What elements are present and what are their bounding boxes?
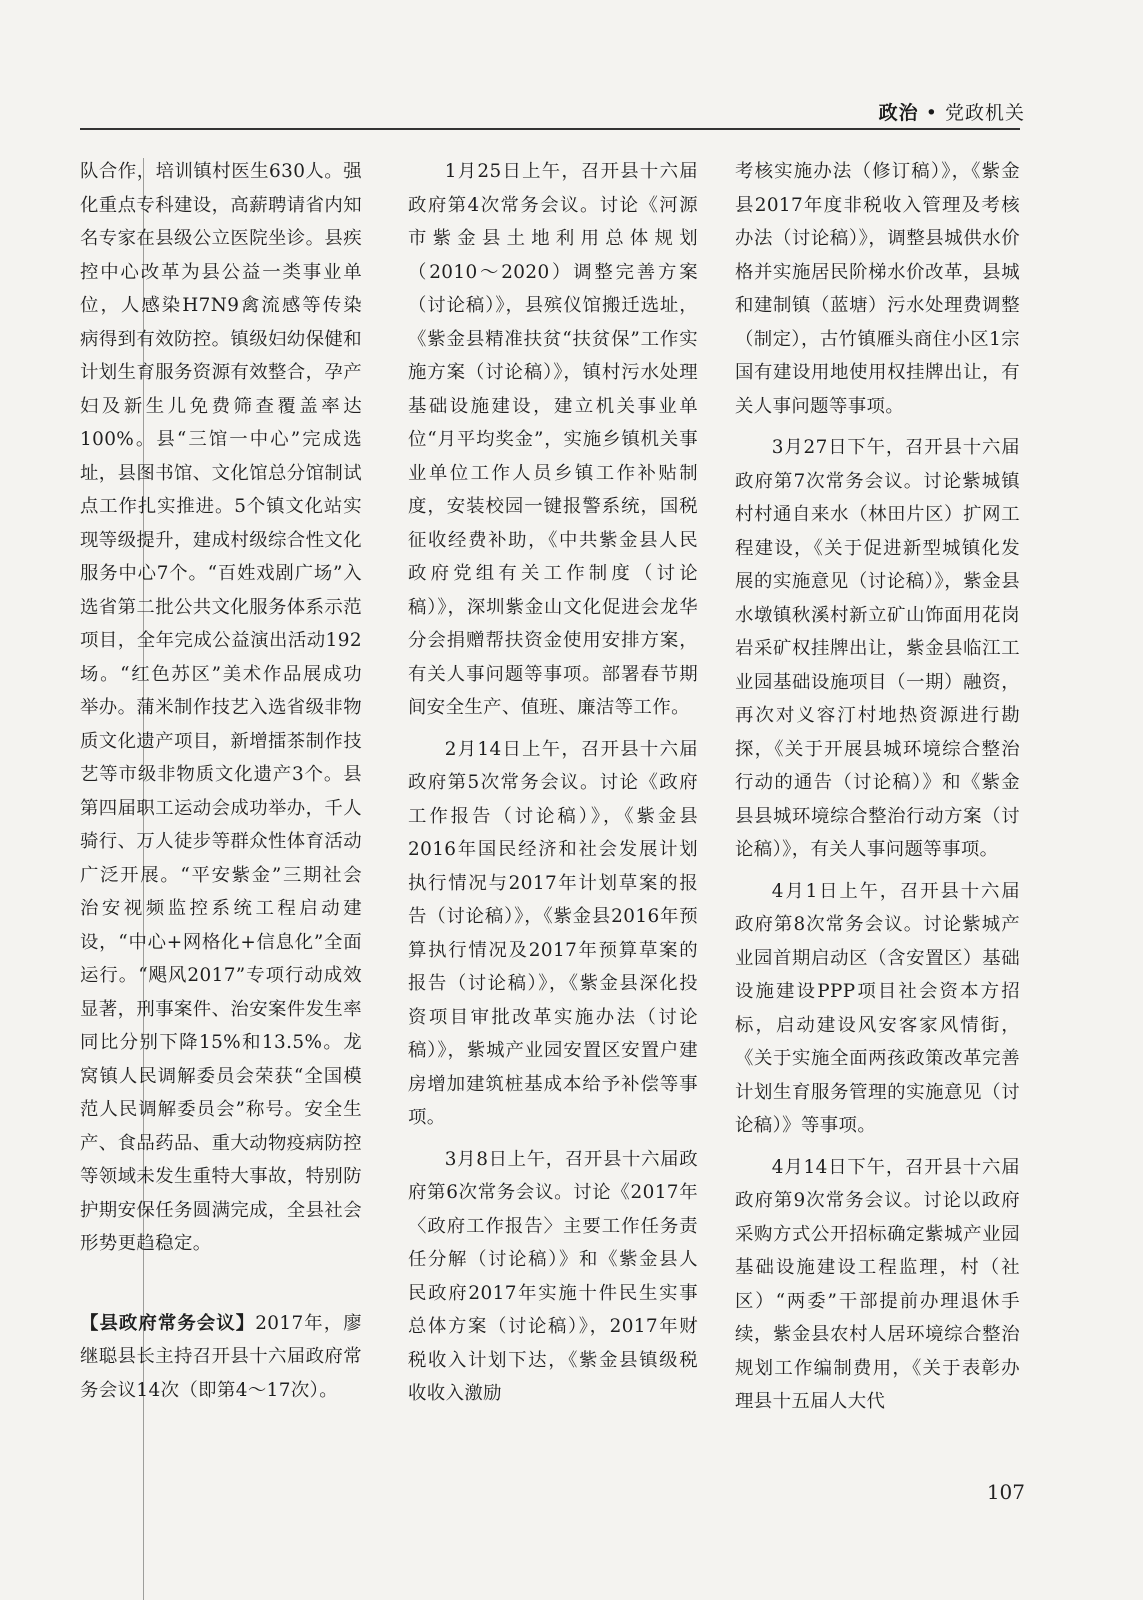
header-rule [80, 128, 1020, 130]
col3-paragraph-4: 4月14日下午，召开县十六届政府第9次常务会议。讨论以政府采购方式公开招标确定紫城产业园基础设施建设工程监理，村（社区）“两委”干部提前办理退休手续，紫金县农村人居环境综合整治规划工作编制费用，《关于表彰办理县十五届人大代 [735, 1156, 1020, 1412]
header-subsection: 党政机关 [944, 102, 1025, 124]
section-body: 2017年，廖继聪县长主持召开县十六届政府常务会议14次（即第4～17次）。 [80, 1312, 362, 1401]
page-number: 107 [986, 1480, 1025, 1504]
col2-paragraph-1: 1月25日上午，召开县十六届政府第4次常务会议。讨论《河源市紫金县土地利用总体规划（2010～2020）调整完善方案（讨论稿）》，县殡仪馆搬迁选址，《紫金县精准扶贫“扶贫保”工作实施方案（讨论稿）》，镇村污水处理基础设施建设，建立机关事业单位“月平均奖金”，实施乡镇机关事业单位工作人员乡镇工作补贴制度，安装校园一键报警系统，国税征收经费补助，《中共紫金县人民政府党组有关工作制度（讨论稿）》，深圳紫金山文化促进会龙华分会捐赠帮扶资金使用安排方案，有关人事问题等事项。部署春节期间安全生产、值班、廉洁等工作。 [408, 161, 698, 718]
col2-paragraph-3: 3月8日上午，召开县十六届政府第6次常务会议。讨论《2017年〈政府工作报告〉主要工作任务责任分解（讨论稿）》和《紫金县人民政府2017年实施十件民生实事总体方案（讨论稿）》，2017年财税收入计划下达，《紫金县镇级税收收入激励 [408, 1148, 698, 1404]
col1-paragraph-1: 队合作，培训镇村医生630人。强化重点专科建设，高薪聘请省内知名专家在县级公立医院坐诊。县疾控中心改革为县公益一类事业单位，人感染H7N9禽流感等传染病得到有效防控。镇级妇幼保健和计划生育服务资源有效整合，孕产妇及新生儿免费筛查覆盖率达100%。县“三馆一中心”完成选址，县图书馆、文化馆总分馆制试点工作扎实推进。5个镇文化站实现等级提升，建成村级综合性文化服务中心7个。“百姓戏剧广场”入选省第二批公共文化服务体系示范项目，全年完成公益演出活动192场。“红色苏区”美术作品展成功举办。蒲米制作技艺入选省级非物质文化遗产项目，新增擂茶制作技艺等市级非物质文化遗产3个。县第四届职工运动会成功举办，千人骑行、万人徒步等群众性体育活动广泛开展。“平安紫金”三期社会治安视频监控系统工程启动建设，“中心+网格化+信息化”全面运行。“飓风2017”专项行动成效显著，刑事案件、治安案件发生率同比分别下降15%和13.5%。龙窝镇人民调解委员会荣获“全国模范人民调解委员会”称号。安全生产、食品药品、重大动物疫病防控等领域未发生重特大事故，特别防护期安保任务圆满完成，全县社会形势更趋稳定。 [80, 161, 362, 1254]
running-header [879, 98, 1025, 125]
col3-paragraph-1: 考核实施办法（修订稿）》，《紫金县2017年度非税收入管理及考核办法（讨论稿）》，调整县城供水价格并实施居民阶梯水价改革，县城和建制镇（蓝塘）污水处理费调整（制定），古竹镇雁头商住小区1宗国有建设用地使用权挂牌出让，有关人事问题等事项。 [735, 161, 1020, 417]
paragraph-gap [80, 1269, 362, 1307]
col3-paragraph-3: 4月1日上午，召开县十六届政府第8次常务会议。讨论紫城产业园首期启动区（含安置区）基础设施建设PPP项目社会资本方招标，启动建设风安客家风情街，《关于实施全面两孩政策改革完善计划生育服务管理的实施意见（讨论稿）》等事项。 [735, 880, 1020, 1136]
column-2 [408, 155, 698, 1419]
column-3 [735, 155, 1020, 1427]
header-separator: • [925, 102, 938, 124]
header-section: 政治 [878, 102, 919, 124]
col2-paragraph-2: 2月14日上午，召开县十六届政府第5次常务会议。讨论《政府工作报告（讨论稿）》，《紫金县2016年国民经济和社会发展计划执行情况与2017年计划草案的报告（讨论稿）》，《紫金县2016年预算执行情况及2017年预算草案的报告（讨论稿）》，《紫金县深化投资项目审批改革实施办法（讨论稿）》，紫城产业园安置区安置户建房增加建筑桩基成本给予补偿等事项。 [408, 738, 698, 1128]
col3-paragraph-2: 3月27日下午，召开县十六届政府第7次常务会议。讨论紫城镇村村通自来水（林田片区）扩网工程建设，《关于促进新型城镇化发展的实施意见（讨论稿）》，紫金县水墩镇秋溪村新立矿山饰面用花岗岩采矿权挂牌出让，紫金县临江工业园基础设施项目（一期）融资，再次对义容汀村地热资源进行勘探，《关于开展县城环境综合整治行动的通告（讨论稿）》和《紫金县县城环境综合整治行动方案（讨论稿）》，有关人事问题等事项。 [735, 437, 1020, 860]
col1-paragraph-2 [80, 1307, 362, 1408]
column-1 [80, 155, 362, 1415]
section-heading: 【县政府常务会议】 [80, 1312, 256, 1334]
